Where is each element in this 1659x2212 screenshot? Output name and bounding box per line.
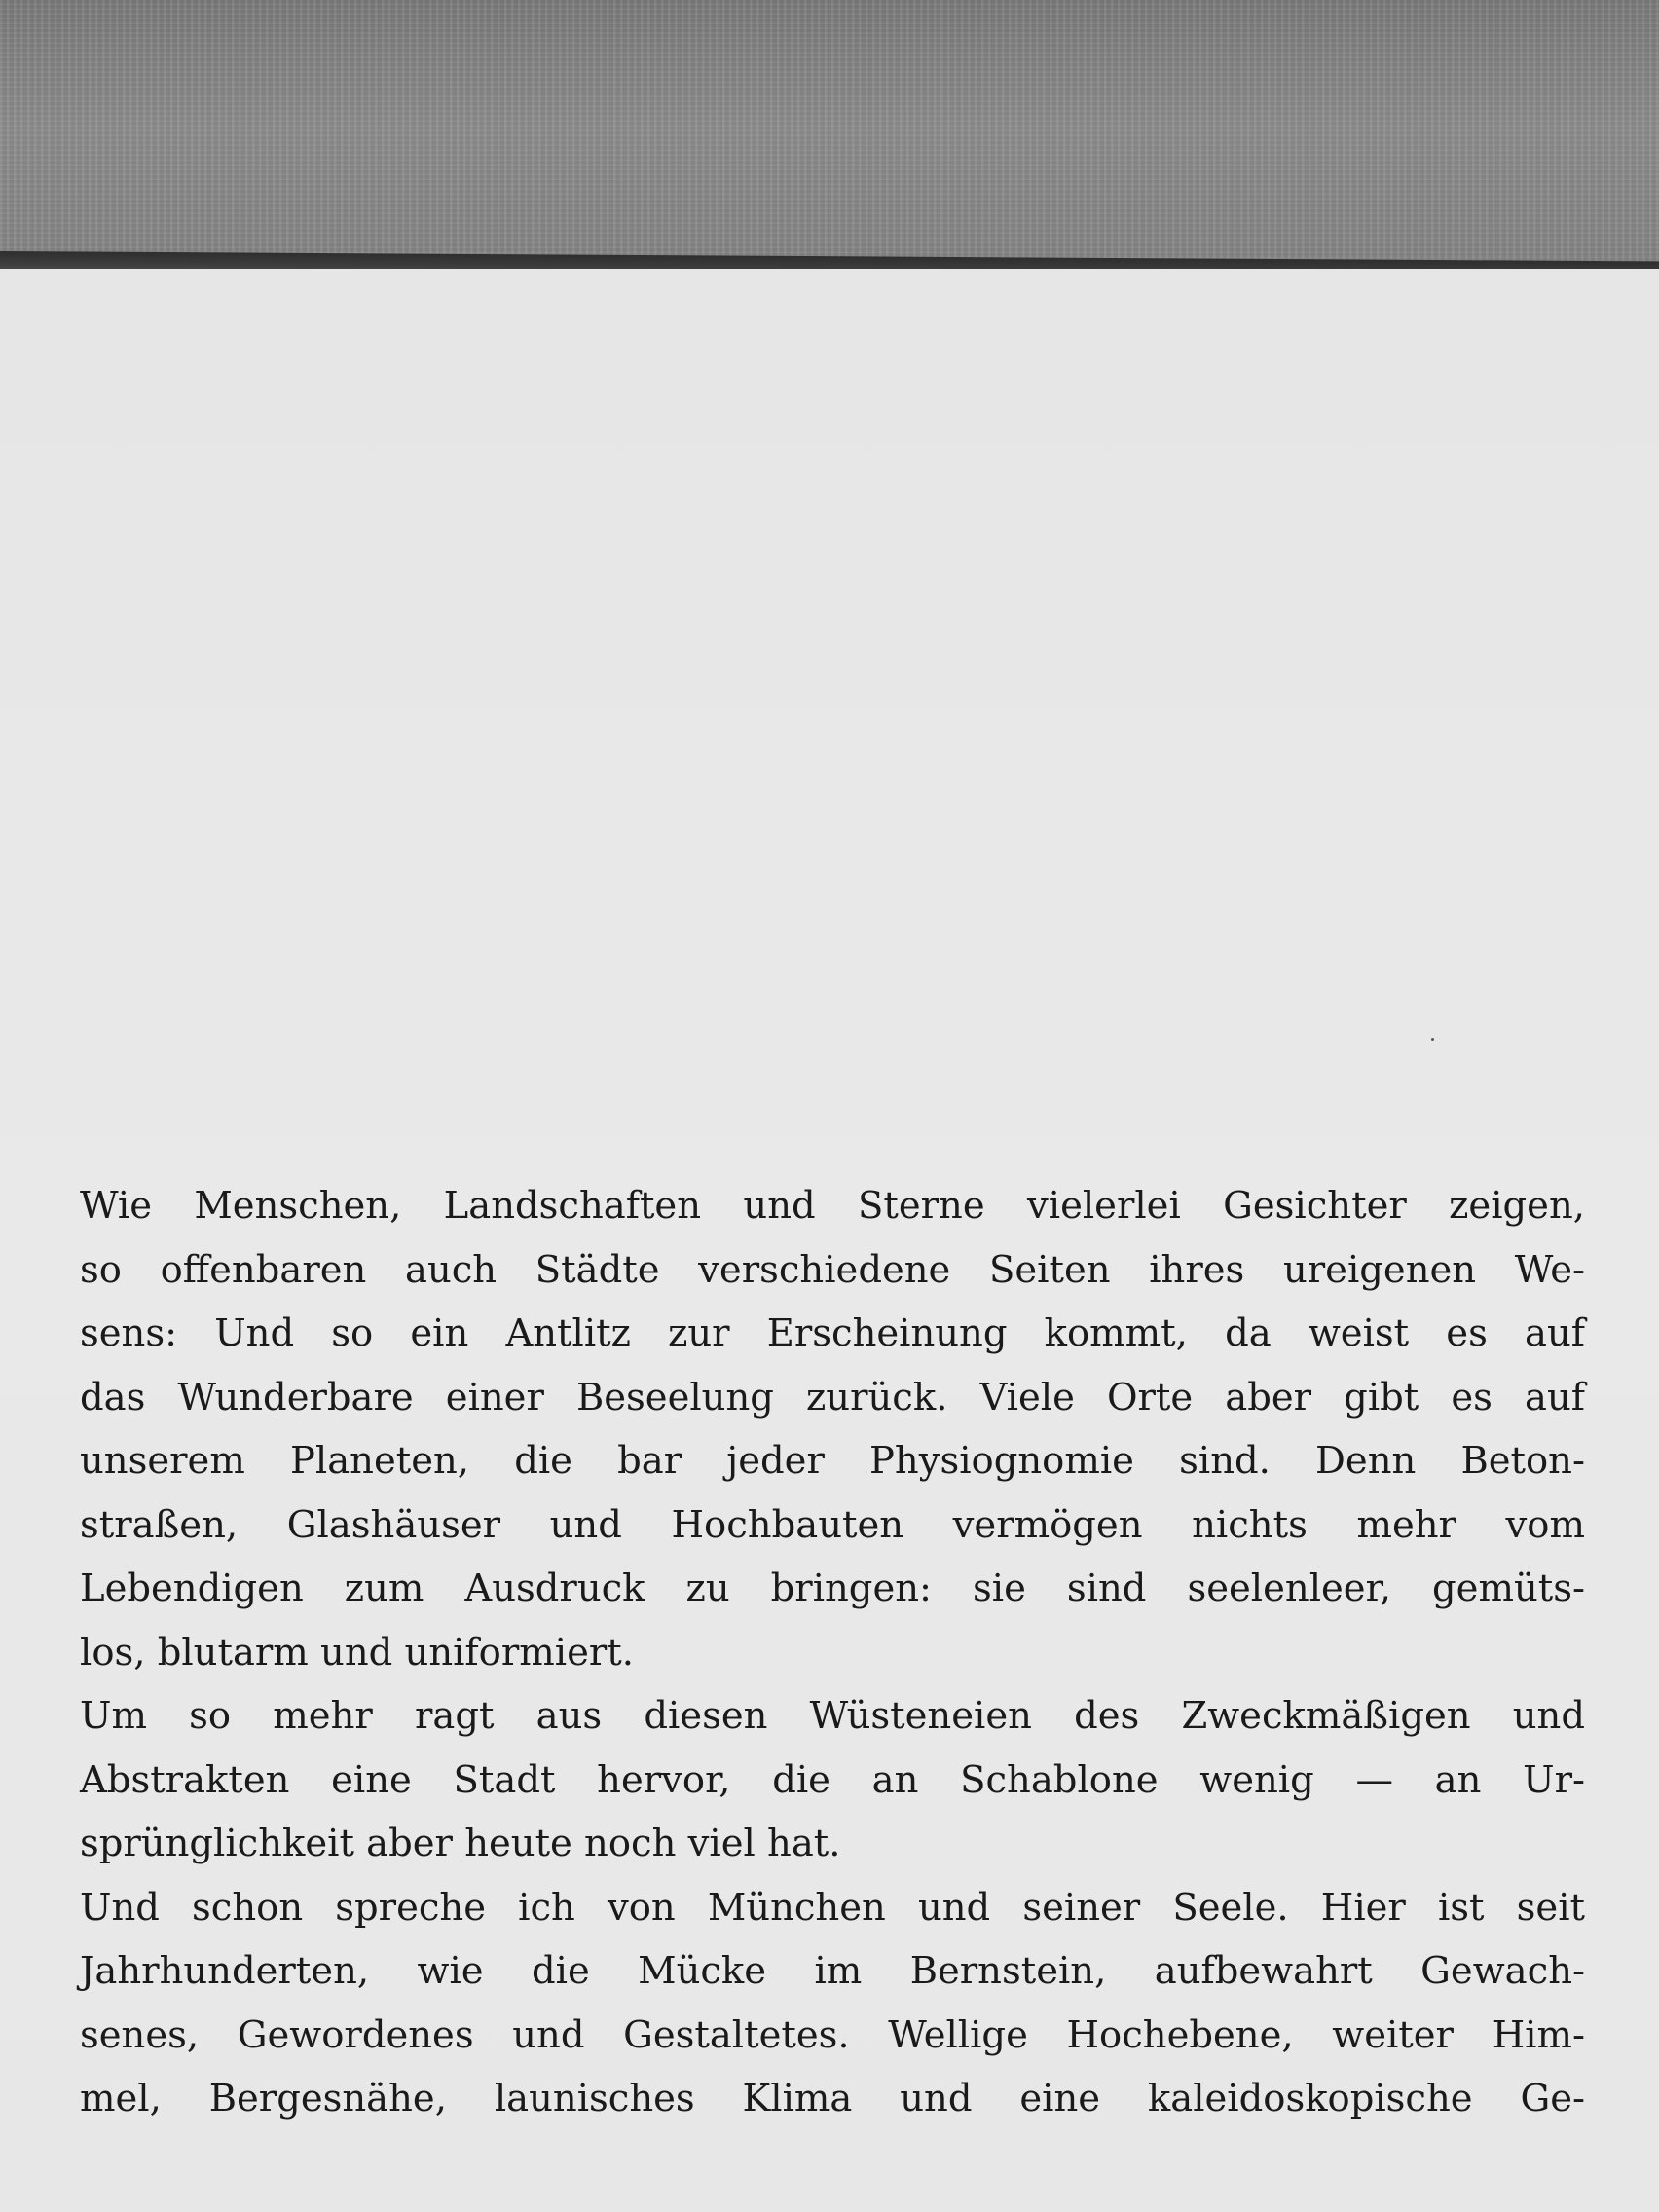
text-line: Um so mehr ragt aus diesen Wüsteneien des Zweckmäßigen und <box>80 1694 1585 1738</box>
text-line: unserem Planeten, die bar jeder Physiognomie sind. Denn Beton- <box>80 1439 1585 1483</box>
paragraph-1 <box>80 1174 1585 1684</box>
text-line: mel, Bergesnähe, launisches Klima und eine kaleidoskopische Ge- <box>80 2077 1585 2120</box>
text-line: los, blutarm und uniformiert. <box>80 1630 634 1675</box>
text-line: Jahrhunderten, wie die Mücke im Bernstein, aufbewahrt Gewach- <box>80 1949 1585 1993</box>
paper-speck <box>1431 1038 1434 1041</box>
text-line: Wie Menschen, Landschaften und Sterne vielerlei Gesichter zeigen, <box>80 1184 1585 1228</box>
paragraph-3 <box>80 1876 1585 2131</box>
text-line: Lebendigen zum Ausdruck zu bringen: sie sind seelenleer, gemüts- <box>80 1567 1585 1610</box>
text-line: Und schon spreche ich von München und seiner Seele. Hier ist seit <box>80 1885 1585 1930</box>
text-line: das Wunderbare einer Beseelung zurück. Viele Orte aber gibt es auf <box>80 1375 1585 1419</box>
text-line: senes, Gewordenes und Gestaltetes. Wellige Hochebene, weiter Him- <box>80 2012 1585 2057</box>
text-line: so offenbaren auch Städte verschiedene Seiten ihres ureigenen We- <box>80 1247 1585 1292</box>
background-surface <box>0 0 1659 282</box>
text-line: sens: Und so ein Antlitz zur Erscheinung kommt, da weist es auf <box>80 1311 1585 1355</box>
text-line: straßen, Glashäuser und Hochbauten vermögen nichts mehr vom <box>80 1502 1585 1547</box>
text-line: Abstrakten eine Stadt hervor, die an Schablone wenig — an Ur- <box>80 1757 1585 1802</box>
paragraph-2 <box>80 1684 1585 1876</box>
text-line: sprünglichkeit aber heute noch viel hat. <box>80 1822 841 1865</box>
body-text <box>80 1174 1585 2131</box>
